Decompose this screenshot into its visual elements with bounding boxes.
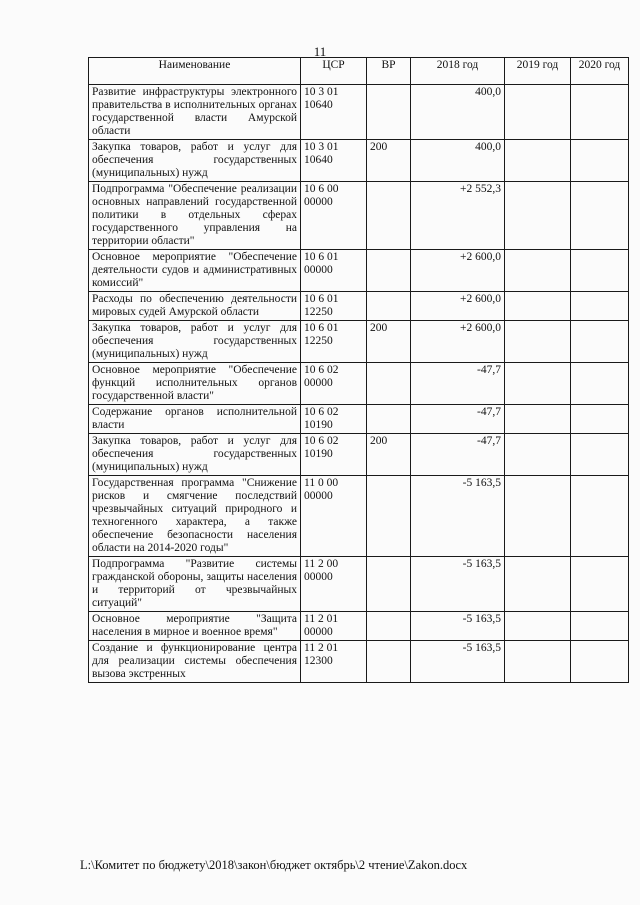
table-row [89,363,629,405]
table-row [89,250,629,292]
header-csr: ЦСР [301,58,367,85]
cell-2019 [505,292,571,321]
cell-vr: 200 [367,140,411,182]
cell-2019 [505,363,571,405]
cell-2020 [571,321,629,363]
table-row [89,140,629,182]
table-row [89,612,629,641]
cell-vr [367,363,411,405]
cell-2020 [571,182,629,250]
table-row [89,557,629,612]
cell-csr: 10 6 01 12250 [301,321,367,363]
cell-csr: 10 6 01 12250 [301,292,367,321]
cell-2020 [571,363,629,405]
cell-2018: -47,7 [411,405,505,434]
cell-2019 [505,405,571,434]
cell-2018: -5 163,5 [411,557,505,612]
table-row [89,321,629,363]
cell-2020 [571,85,629,140]
cell-name: Основное мероприятие "Защита населения в мирное и военное время" [89,612,301,641]
cell-name: Государственная программа "Снижение рисков и смягчение последствий чрезвычайных ситуаций природного и техногенного характера, а также обеспечение безопасности населения области на 2014-2020 годы" [89,476,301,557]
cell-2020 [571,612,629,641]
cell-2020 [571,557,629,612]
cell-2019 [505,250,571,292]
cell-vr [367,292,411,321]
cell-csr: 10 3 01 10640 [301,140,367,182]
cell-2018: +2 600,0 [411,292,505,321]
cell-csr: 10 6 00 00000 [301,182,367,250]
cell-vr [367,85,411,140]
table-row [89,85,629,140]
header-vr: ВР [367,58,411,85]
cell-2019 [505,140,571,182]
cell-2018: +2 600,0 [411,250,505,292]
cell-name: Содержание органов исполнительной власти [89,405,301,434]
cell-2018: +2 552,3 [411,182,505,250]
cell-2018: 400,0 [411,85,505,140]
cell-2019 [505,85,571,140]
cell-csr: 11 2 01 12300 [301,641,367,683]
cell-2020 [571,405,629,434]
cell-name: Развитие инфраструктуры электронного правительства в исполнительных органах государственной власти Амурской области [89,85,301,140]
cell-name: Основное мероприятие "Обеспечение деятельности судов и административных комиссий" [89,250,301,292]
cell-2020 [571,140,629,182]
cell-vr [367,612,411,641]
cell-csr: 10 3 01 10640 [301,85,367,140]
page-number: 11 [313,44,327,59]
cell-vr [367,182,411,250]
table-row [89,405,629,434]
table-body [89,85,629,683]
cell-2018: -5 163,5 [411,612,505,641]
cell-2020 [571,434,629,476]
cell-2018: 400,0 [411,140,505,182]
table-row [89,476,629,557]
cell-2019 [505,612,571,641]
cell-2019 [505,182,571,250]
cell-csr: 11 0 00 00000 [301,476,367,557]
table-row [89,641,629,683]
cell-vr [367,641,411,683]
cell-name: Основное мероприятие "Обеспечение функций исполнительных органов государственной власти" [89,363,301,405]
cell-2018: -47,7 [411,363,505,405]
cell-csr: 11 2 00 00000 [301,557,367,612]
cell-2020 [571,292,629,321]
table-row [89,182,629,250]
cell-csr: 11 2 01 00000 [301,612,367,641]
cell-2018: -47,7 [411,434,505,476]
cell-2019 [505,641,571,683]
cell-vr: 200 [367,321,411,363]
cell-vr [367,405,411,434]
cell-2019 [505,321,571,363]
cell-2020 [571,250,629,292]
cell-name: Закупка товаров, работ и услуг для обеспечения государственных (муниципальных) нужд [89,321,301,363]
cell-csr: 10 6 02 10190 [301,434,367,476]
cell-2018: +2 600,0 [411,321,505,363]
cell-2019 [505,434,571,476]
cell-csr: 10 6 02 00000 [301,363,367,405]
cell-name: Закупка товаров, работ и услуг для обеспечения государственных (муниципальных) нужд [89,140,301,182]
cell-name: Закупка товаров, работ и услуг для обеспечения государственных (муниципальных) нужд [89,434,301,476]
budget-table [88,57,629,683]
header-2020: 2020 год [571,58,629,85]
cell-vr: 200 [367,434,411,476]
cell-csr: 10 6 01 00000 [301,250,367,292]
cell-2018: -5 163,5 [411,476,505,557]
table-header-row [89,58,629,85]
cell-2019 [505,476,571,557]
cell-2020 [571,641,629,683]
cell-vr [367,557,411,612]
table-row [89,292,629,321]
header-name: Наименование [89,58,301,85]
cell-2019 [505,557,571,612]
header-2018: 2018 год [411,58,505,85]
cell-vr [367,250,411,292]
cell-vr [367,476,411,557]
cell-2018: -5 163,5 [411,641,505,683]
cell-name: Создание и функционирование центра для реализации системы обеспечения вызова экстренных [89,641,301,683]
footer-file-path: L:\Комитет по бюджету\2018\закон\бюджет октябрь\2 чтение\Zakon.docx [80,858,468,872]
header-2019: 2019 год [505,58,571,85]
cell-name: Подпрограмма "Обеспечение реализации основных направлений государственной политики в отдельных сферах государственного управления на территории области" [89,182,301,250]
table-row [89,434,629,476]
cell-name: Подпрограмма "Развитие системы гражданской обороны, защиты населения и территорий от чрезвычайных ситуаций" [89,557,301,612]
cell-2020 [571,476,629,557]
cell-csr: 10 6 02 10190 [301,405,367,434]
cell-name: Расходы по обеспечению деятельности мировых судей Амурской области [89,292,301,321]
